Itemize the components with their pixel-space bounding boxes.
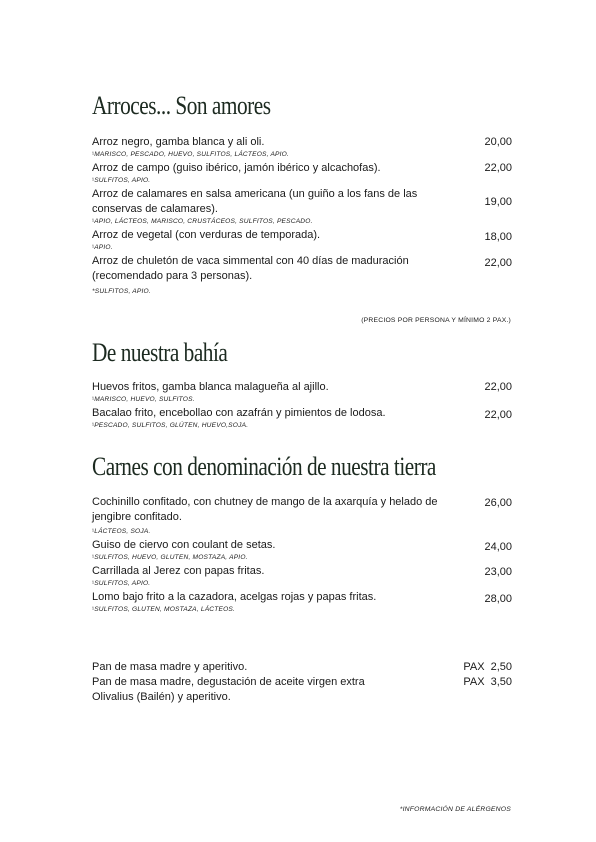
item-price: 26,00 bbox=[484, 497, 512, 509]
item-name: Arroz de vegetal (con verduras de temporada). bbox=[92, 229, 321, 241]
item-allergens bbox=[92, 553, 512, 563]
section-title-arroces: Arroces... Son amores bbox=[92, 91, 271, 120]
item-price bbox=[463, 675, 512, 690]
allergen-mark: ¹ bbox=[92, 529, 95, 535]
pax-label: PAX bbox=[463, 676, 485, 688]
bread-item bbox=[92, 675, 512, 705]
allergen-mark: ¹ bbox=[92, 555, 95, 561]
menu-item bbox=[92, 538, 512, 563]
item-name: Pan de masa madre, degustación de aceite virgen extra Olivalius (Bailén) y aperitivo. bbox=[92, 676, 365, 703]
item-name: Huevos fritos, gamba blanca malagueña al ajillo. bbox=[92, 381, 329, 393]
item-allergens bbox=[92, 287, 512, 297]
menu-item bbox=[92, 187, 512, 227]
item-price: 19,00 bbox=[484, 196, 512, 208]
item-price: 22,00 bbox=[484, 409, 512, 421]
allergen-list: MARISCO, PESCADO, HUEVO, SULFITOS, LÁCTEOS, APIO. bbox=[94, 151, 290, 158]
allergen-list: SULFITOS, HUEVO, GLUTEN, MOSTAZA, APIO. bbox=[94, 554, 248, 561]
allergen-info-note: *INFORMACIÓN DE ALÉRGENOS bbox=[399, 806, 511, 813]
allergen-mark: ¹ bbox=[92, 423, 95, 429]
allergen-list: *SULFITOS, APIO. bbox=[92, 288, 151, 295]
item-allergens bbox=[92, 395, 512, 405]
item-allergens bbox=[92, 605, 512, 615]
price-value: 2,50 bbox=[490, 661, 512, 673]
arroces-list bbox=[92, 135, 512, 298]
section-title-bahia: De nuestra bahía bbox=[92, 338, 228, 367]
allergen-mark: ¹ bbox=[92, 178, 95, 184]
menu-item bbox=[92, 228, 512, 253]
item-allergens bbox=[92, 217, 512, 227]
item-price: 22,00 bbox=[484, 162, 512, 174]
allergen-list: APIO, LÁCTEOS, MARISCO, CRUSTÁCEOS, SULFITOS, PESCADO. bbox=[94, 218, 313, 225]
item-name: Lomo bajo frito a la cazadora, acelgas rojas y papas fritas. bbox=[92, 591, 377, 603]
allergen-mark: ¹ bbox=[92, 397, 95, 403]
menu-item bbox=[92, 161, 512, 186]
bahia-list bbox=[92, 380, 512, 432]
item-allergens bbox=[92, 243, 512, 253]
allergen-mark: ¹ bbox=[92, 219, 95, 225]
item-price: 24,00 bbox=[484, 541, 512, 553]
allergen-list: SULFITOS, GLUTEN, MOSTAZA, LÁCTEOS. bbox=[94, 606, 236, 613]
allergen-list: PESCADO, SULFITOS, GLÚTEN, HUEVO,SOJA. bbox=[94, 422, 249, 429]
item-price bbox=[463, 660, 512, 675]
item-name: Arroz de chuletón de vaca simmental con 40 días de maduración (recomendado para 3 personas). bbox=[92, 255, 409, 282]
bread-list bbox=[92, 660, 512, 705]
item-allergens bbox=[92, 579, 512, 589]
menu-item bbox=[92, 495, 512, 537]
menu-item bbox=[92, 254, 512, 297]
allergen-mark: ¹ bbox=[92, 152, 95, 158]
item-name: Arroz negro, gamba blanca y ali oli. bbox=[92, 136, 265, 148]
item-name: Bacalao frito, encebollao con azafrán y pimientos de lodosa. bbox=[92, 407, 386, 419]
pax-label: PAX bbox=[463, 661, 485, 673]
item-name: Guiso de ciervo con coulant de setas. bbox=[92, 539, 276, 551]
menu-item bbox=[92, 380, 512, 405]
item-allergens bbox=[92, 176, 512, 186]
menu-item bbox=[92, 590, 512, 615]
item-allergens bbox=[92, 421, 512, 431]
item-price: 20,00 bbox=[484, 136, 512, 148]
allergen-list: LÁCTEOS, SOJA. bbox=[94, 528, 151, 535]
item-price: 22,00 bbox=[484, 381, 512, 393]
allergen-list: SULFITOS, APIO. bbox=[94, 177, 151, 184]
bread-item bbox=[92, 660, 512, 675]
item-price: 22,00 bbox=[484, 257, 512, 269]
item-price: 18,00 bbox=[484, 231, 512, 243]
item-name: Cochinillo confitado, con chutney de mango de la axarquía y helado de jengibre confitado. bbox=[92, 496, 438, 523]
allergen-list: APIO. bbox=[94, 244, 113, 251]
allergen-list: SULFITOS, APIO. bbox=[94, 580, 151, 587]
item-allergens bbox=[92, 150, 512, 160]
allergen-mark: ¹ bbox=[92, 245, 95, 251]
item-price: 23,00 bbox=[484, 566, 512, 578]
menu-item bbox=[92, 564, 512, 589]
item-name: Pan de masa madre y aperitivo. bbox=[92, 661, 248, 673]
pricing-note: (PRECIOS POR PERSONA Y MÍNIMO 2 PAX.) bbox=[361, 317, 511, 324]
section-title-carnes: Carnes con denominación de nuestra tierra bbox=[92, 452, 436, 481]
item-name: Arroz de calamares en salsa americana (un guiño a los fans de las conservas de calamares). bbox=[92, 188, 418, 215]
allergen-mark: ¹ bbox=[92, 581, 95, 587]
price-value: 3,50 bbox=[490, 676, 512, 688]
menu-item bbox=[92, 406, 512, 431]
item-name: Arroz de campo (guiso ibérico, jamón ibérico y alcachofas). bbox=[92, 162, 381, 174]
menu-item bbox=[92, 135, 512, 160]
carnes-list bbox=[92, 495, 512, 616]
item-allergens bbox=[92, 527, 512, 537]
item-name: Carrillada al Jerez con papas fritas. bbox=[92, 565, 265, 577]
allergen-list: MARISCO, HUEVO, SULFITOS. bbox=[94, 396, 195, 403]
item-price: 28,00 bbox=[484, 593, 512, 605]
allergen-mark: ¹ bbox=[92, 607, 95, 613]
